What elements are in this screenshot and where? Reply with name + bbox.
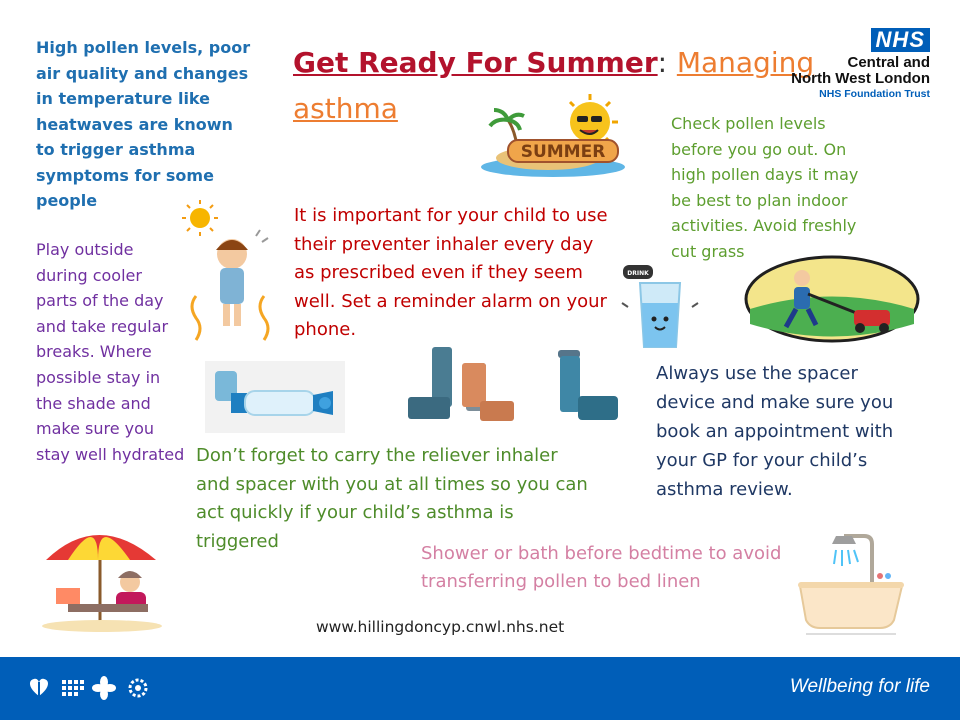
org-name-line1: Central and [847,54,930,71]
hot-child-illustration [176,196,281,346]
nhs-badge: NHS [871,28,930,52]
reliever-text: Don’t forget to carry the reliever inhaler and spacer with you at all times so you can act quickly if your child’s asthma is triggered [196,445,588,552]
summer-badge-text: SUMMER [520,142,606,162]
pollen-text: Check pollen levels before you go out. On high pollen days it may be best to plan indoor activities. Avoid freshly cut grass [671,114,859,261]
bathtub-shower-illustration [796,530,906,638]
water-glass-illustration [618,263,703,358]
sun-ring-icon [130,680,146,696]
beach-umbrella-illustration [38,524,168,634]
inhaler-single-photo [556,350,621,425]
inhalers-pair-photo [404,345,519,425]
shower-text: Shower or bath before bedtime to avoid transferring pollen to bed linen [421,543,782,592]
summer-island-illustration [478,92,638,182]
org-name-line2: North West London [791,70,930,87]
spacer-text: Always use the spacer device and make sure you book an appointment with your GP for your child’s asthma review. [656,363,894,500]
triggers-text: High pollen levels, poor air quality and changes in temperature like heatwaves are known to trigger asthma symptoms for some people [36,38,251,210]
footer-tagline: Wellbeing for life [789,676,930,697]
org-name-line3: NHS Foundation Trust [819,88,930,100]
play-outside-text: Play outside during cooler parts of the day and take regular breaks. Where possible stay in the shade and make sure you stay well hydrated [36,240,185,464]
drink-badge-text: DRINK [627,270,649,277]
nhs-logo [791,28,930,101]
flower-icon [92,676,116,700]
footer-icons [26,674,156,700]
title-subtitle: Managing asthma [293,46,815,125]
heart-icon [30,679,48,696]
website-link[interactable]: www.hillingdoncyp.cnwl.nhs.net [316,618,565,636]
preventer-text: It is important for your child to use their preventer inhaler every day as prescribed even if they seem well. Set a reminder alarm on your phone. [294,205,608,340]
lawn-mower-illustration [744,254,924,344]
title-colon: : [657,46,668,79]
inhaler-spacer-photo [205,361,345,433]
title-main: Get Ready For Summer [293,46,658,79]
grid-icon [62,680,84,696]
